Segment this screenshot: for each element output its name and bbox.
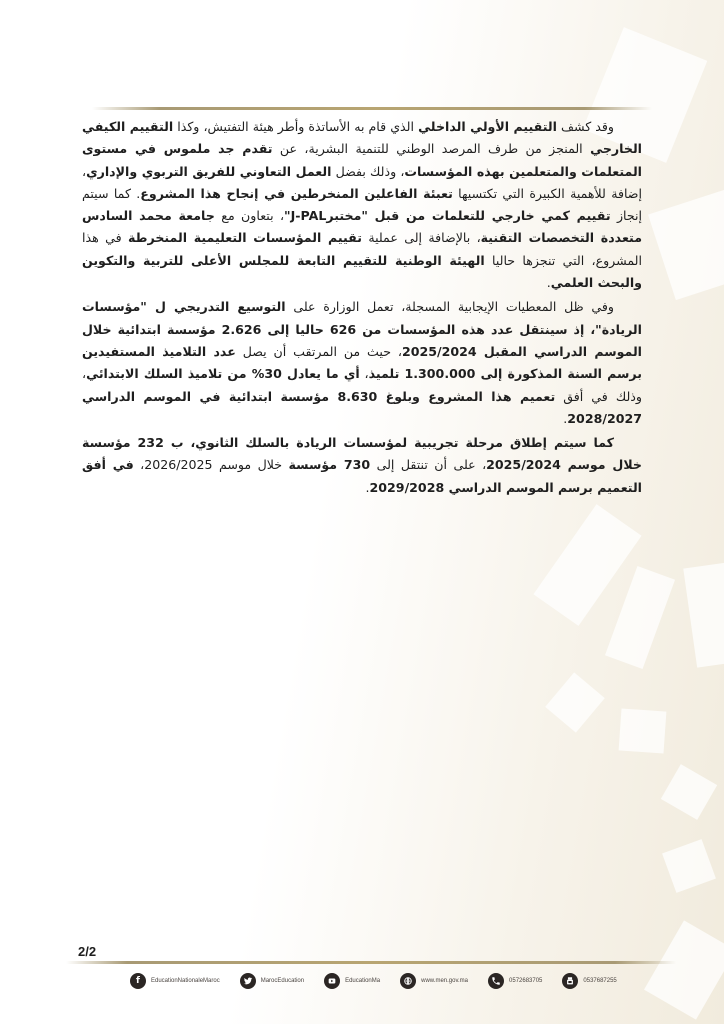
bold-text-run: في أفق التعميم برسم الموسم الدراسي 2029/2028 — [82, 457, 642, 495]
text-run: . كما سيتم إنجاز — [82, 185, 643, 224]
facebook-icon: f — [130, 973, 146, 989]
text-run: الذي قام به الأساتذة وأطر هيئة التفتيش، وكذا — [173, 119, 419, 134]
footer-item-website[interactable] — [400, 973, 468, 989]
bold-text-run: التوسيع التدريجي ل "مؤسسات الريادة"، إذ سينتقل عدد هذه المؤسسات من 626 حاليا إلى 2.626 مؤسسة ابتدائية خلال الموسم الدراسي المقبل 2025/2024 — [82, 299, 643, 359]
phone-icon — [488, 973, 504, 989]
paragraph-expansion — [82, 296, 642, 430]
bold-text-run: تقييم المؤسسات التعليمية المنخرطة — [127, 230, 362, 246]
twitter-icon — [240, 973, 256, 989]
footer-label: 0537687255 — [583, 978, 617, 984]
footer-label: MarocEducation — [260, 978, 305, 984]
document-body — [82, 116, 642, 501]
text-run: ، إضافة للأهمية الكبيرة التي تكتسيها — [82, 163, 642, 201]
footer-item-twitter[interactable] — [240, 973, 304, 989]
text-run: وفي ظل المعطيات الإيجابية المسجلة، تعمل الوزارة على — [285, 299, 615, 315]
text-run: . — [546, 275, 551, 291]
text-run: ، بالإضافة إلى عملية — [361, 230, 481, 246]
globe-icon — [400, 973, 416, 989]
footer-item-youtube[interactable] — [324, 973, 380, 989]
paragraph-secondary-pilot — [82, 432, 642, 499]
bold-text-run: كما سيتم إطلاق — [502, 435, 614, 451]
text-run: خلال موسم 2026/2025، — [133, 457, 289, 473]
text-run: ، وذلك في أفق — [82, 366, 642, 404]
footer-item-facebook[interactable] — [130, 973, 220, 989]
text-run: في هذا المشروع، التي تنجزها حاليا — [82, 230, 642, 268]
text-run: . — [563, 410, 568, 426]
text-run: ، — [359, 366, 369, 382]
bold-text-run: مرحلة تجريبية لمؤسسات الريادة بالسلك الثانوي، ب 232 مؤسسة خلال موسم 2025/2024 — [82, 435, 642, 473]
background-pattern-shape — [619, 708, 667, 753]
footer-label: EducationMa — [345, 978, 381, 984]
bold-text-run: جامعة محمد السادس متعددة التخصصات التقنية — [82, 208, 642, 246]
bold-text-run: تعبئة الفاعلين المنخرطين في إنجاح هذا المشروع — [140, 185, 453, 201]
footer-item-fax[interactable] — [562, 973, 616, 989]
text-run: ، بتعاون مع — [214, 208, 285, 224]
bold-text-run: الهيئة الوطنية للتقييم التابعة للمجلس الأعلى للتربية والتكوين والبحث العلمي — [82, 252, 642, 291]
bold-text-run: أي ما يعادل 30% من تلاميذ السلك الابتدائي — [86, 366, 360, 382]
bold-text-run: التقييم الكيفي الخارجي — [82, 119, 642, 157]
bold-text-run: 730 مؤسسة — [288, 457, 371, 473]
text-run: المنجز من طرف المرصد الوطني للتنمية البشرية، عن — [272, 141, 591, 157]
paragraph-evaluation — [82, 116, 642, 294]
bold-text-run: عدد التلاميذ المستفيدين برسم السنة المذكورة إلى 1.300.000 تلميذ — [82, 343, 642, 382]
bold-text-run: تقدم جد ملموس في مستوى المتعلمات والمتعلمين بهذه المؤسسات — [82, 141, 642, 179]
youtube-icon — [324, 973, 340, 989]
footer-label: 0572683705 — [509, 978, 543, 984]
footer-contacts — [130, 973, 637, 989]
footer-divider — [66, 961, 676, 964]
footer-label: EducationNationaleMaroc — [151, 978, 220, 984]
bold-text-run: التقييم الأولي الداخلي — [418, 119, 557, 134]
fax-icon — [562, 973, 578, 989]
text-run: . — [365, 479, 370, 495]
text-run: ، حيث من المرتقب أن يصل — [235, 343, 402, 359]
text-run: ، وذلك بفضل — [331, 163, 405, 179]
text-run: وقد كشف — [556, 119, 614, 134]
header-divider — [92, 107, 652, 110]
footer-label: www.men.gov.ma — [421, 978, 469, 984]
text-run: ، على أن تنتقل إلى — [370, 457, 487, 473]
page-number: 2/2 — [78, 944, 97, 959]
bold-text-run: العمل التعاوني للفريق التربوي والإداري — [86, 163, 332, 179]
footer-item-phone[interactable] — [488, 973, 542, 989]
bold-text-run: تعميم هذا المشروع وبلوغ 8.630 مؤسسة ابتدائية في الموسم الدراسي 2028/2027 — [82, 388, 642, 426]
bold-text-run: تقييم كمي خارجي للتعلمات من قبل "مختبرJ-PAL" — [284, 208, 611, 224]
